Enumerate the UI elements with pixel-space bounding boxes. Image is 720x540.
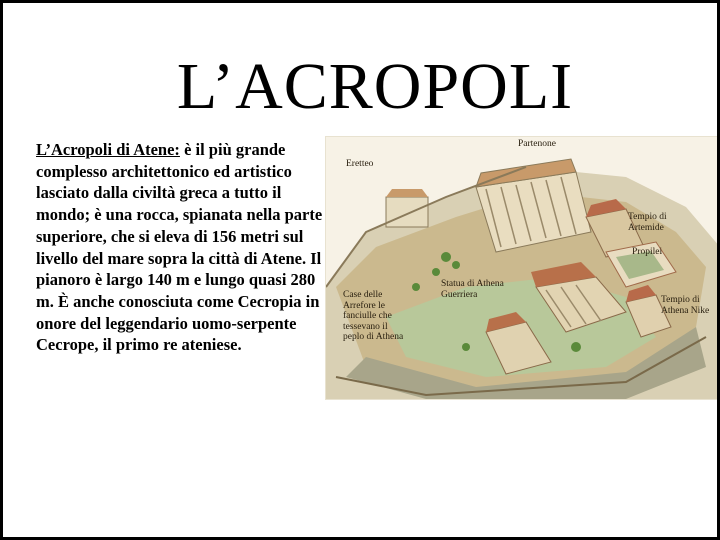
slide <box>3 3 717 537</box>
label-statua-athena: Statua di Athena Guerriera <box>441 279 504 300</box>
acropolis-illustration <box>325 136 717 400</box>
body-lead: L’Acropoli di Atene: <box>36 140 180 159</box>
label-tempio-artemide: Tempio di Artemide <box>628 212 667 233</box>
body-text: è il più grande complesso architettonico ed artistico lasciato dalla civiltà greca a tutto il mondo; è una rocca, spianata nella parte superiore, che si eleva di 156 metri sul livello del mare sopra la città di Atene. Il pianoro è largo 140 m e lungo quasi 280 m. È anche conosciuta come Cecropia in onore del leggendario uomo-serpente Cecrope, il primo re ateniese. <box>36 140 323 355</box>
label-tempio-nike: Tempio di Athena Nike <box>661 295 710 316</box>
body-paragraph <box>36 139 328 356</box>
label-partenone: Partenone <box>518 139 556 149</box>
slide-title: L’ACROPOLI <box>176 50 574 123</box>
label-eretteo: Eretteo <box>346 159 374 169</box>
label-propilei: Propilei <box>632 247 663 257</box>
acropolis-drawing <box>326 137 717 399</box>
label-case-arrefore: Case delle Arrefore le fanciulle che tessevano il peplo di Athena <box>343 290 404 342</box>
